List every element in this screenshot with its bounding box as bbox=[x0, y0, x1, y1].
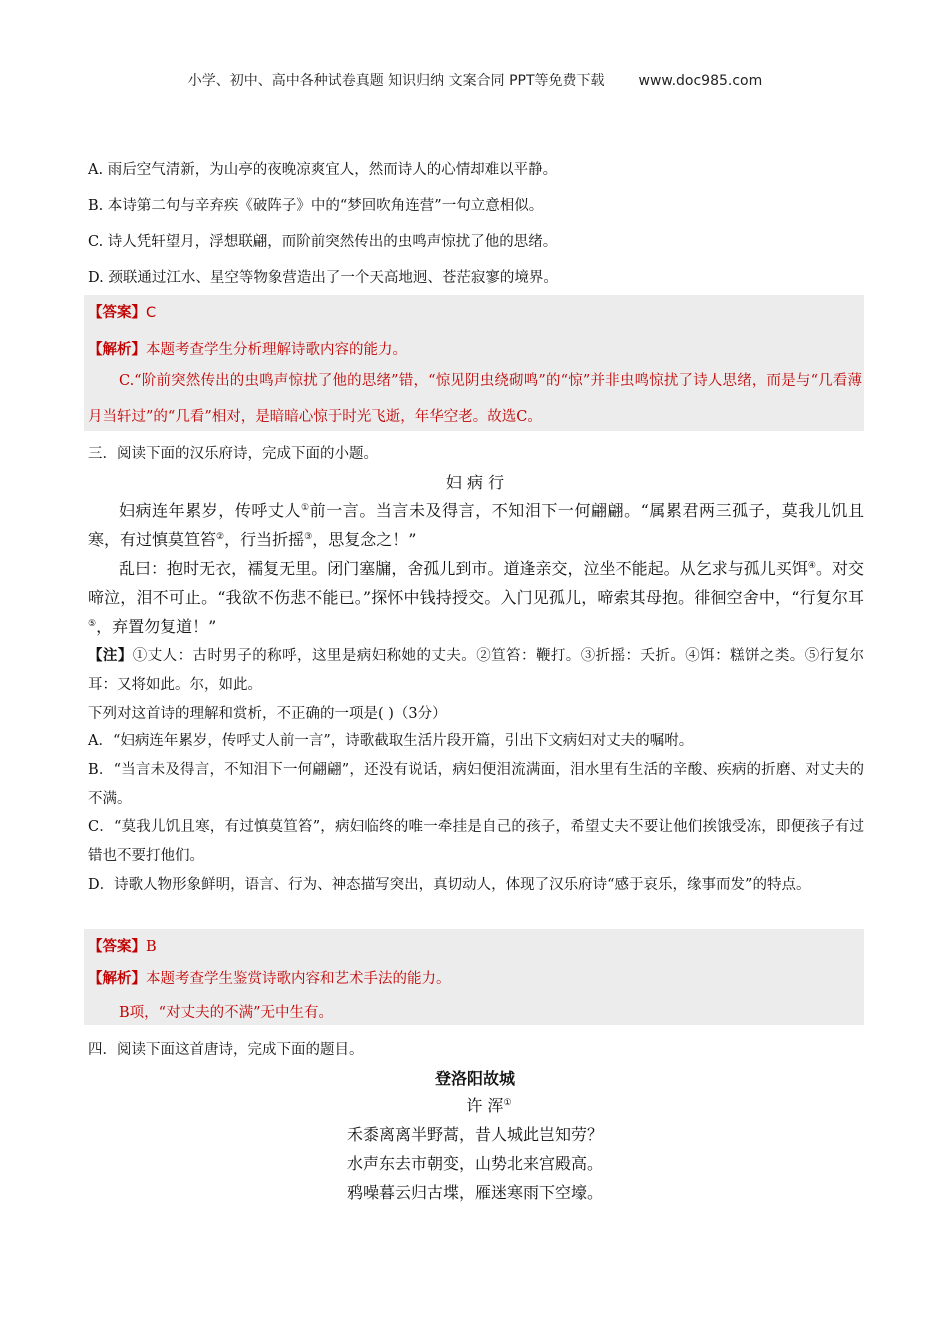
q4-poem-line-2: 水声东去市朝变，山势北来宫殿高。 bbox=[346, 1154, 603, 1173]
q3-question: 下列对这首诗的理解和赏析，不正确的一项是( )（3分） bbox=[88, 706, 447, 722]
q3-notes bbox=[88, 641, 864, 700]
poem-text: 。对交啼泣，泪不可止。“我欲不伤悲不能已。”探怀中钱持授交。入门见孤儿，啼索其母抱。徘徊空舍中，“行复尔耳 bbox=[88, 559, 864, 607]
answer-value: B bbox=[146, 939, 157, 955]
footnote-mark: ② bbox=[216, 532, 225, 542]
q4-heading: 四．阅读下面这首唐诗，完成下面的题目。 bbox=[88, 1042, 364, 1058]
poem-text: 妇病连年累岁，传呼丈人 bbox=[119, 501, 302, 520]
q2-analysis-detail: C.“阶前突然传出的虫鸣声惊扰了他的思绪”错，“惊见阴虫绕砌鸣”的“惊”并非虫鸣惊扰了诗人思绪，而是与“几看薄月当轩过”的“几看”相对，是暗暗心惊于时光飞逝，年华空老。故选C。 bbox=[88, 373, 862, 425]
q2-answer bbox=[88, 301, 156, 322]
q2-option-b: B. 本诗第二句与辛弃疾《破阵子》中的“梦回吹角连营”一句立意相似。 bbox=[88, 198, 544, 214]
analysis-tag: 【解析】 bbox=[88, 970, 146, 987]
q3-poem-paragraph-1 bbox=[88, 496, 864, 554]
footnote-mark: ⑤ bbox=[88, 619, 97, 629]
note-text: ①丈人：古时男子的称呼，这里是病妇称她的丈夫。②笪笞：鞭打。③折摇：夭折。④饵：糕饼之类。⑤行复尔耳：又将如此。尔，如此。 bbox=[88, 648, 864, 693]
q3-poem-title: 妇 病 行 bbox=[445, 473, 505, 492]
header-text: 小学、初中、高中各种试卷真题 知识归纳 文案合同 PPT等免费下载 bbox=[187, 73, 605, 89]
poem-text: 乱曰：抱时无衣，襦复无里。闭门塞牖，舍孤儿到市。道逢亲交，泣坐不能起。从乞求与孤儿买饵 bbox=[119, 559, 808, 578]
answer-tag: 【答案】 bbox=[88, 938, 146, 955]
analysis-text: 本题考查学生分析理解诗歌内容的能力。 bbox=[146, 342, 407, 358]
poem-text: ，思复念之！” bbox=[312, 530, 417, 549]
q4-poem-author bbox=[14, 1093, 950, 1116]
q3-option-a: A．“妇病连年累岁，传呼丈人前一言”，诗歌截取生活片段开篇，引出下文病妇对丈夫的嘱咐。 bbox=[88, 733, 694, 749]
q4-poem-title: 登洛阳故城 bbox=[434, 1069, 515, 1088]
analysis-tag: 【解析】 bbox=[88, 341, 146, 358]
q3-analysis-detail: B项，“对丈夫的不满”无中生有。 bbox=[119, 1005, 333, 1021]
q3-analysis bbox=[88, 967, 451, 988]
footnote-mark: ① bbox=[503, 1098, 512, 1108]
q3-answer bbox=[88, 935, 157, 956]
q3-option-b: B．“当言未及得言，不知泪下一何翩翩”，还没有说话，病妇便泪流满面，泪水里有生活的辛酸、疾病的折磨、对丈夫的不满。 bbox=[88, 762, 864, 807]
analysis-text: 本题考查学生鉴赏诗歌内容和艺术手法的能力。 bbox=[146, 971, 451, 987]
q2-option-c: C. 诗人凭轩望月，浮想联翩，而阶前突然传出的虫鸣声惊扰了他的思绪。 bbox=[88, 234, 558, 250]
footnote-mark: ① bbox=[301, 503, 310, 513]
answer-value: C bbox=[146, 305, 157, 321]
q2-answer-box bbox=[84, 295, 864, 431]
author-name: 许 浑 bbox=[466, 1096, 504, 1115]
q4-poem-line-3: 鸦噪暮云归古堞，雁迷寒雨下空壕。 bbox=[346, 1183, 603, 1202]
header-site-link[interactable]: www.doc985.com bbox=[638, 73, 763, 89]
q2-option-a: A. 雨后空气清新，为山亭的夜晚凉爽宜人，然而诗人的心情却难以平静。 bbox=[88, 162, 558, 178]
q3-poem-paragraph-2 bbox=[88, 554, 864, 641]
q3-heading: 三．阅读下面的汉乐府诗，完成下面的小题。 bbox=[88, 446, 378, 462]
q2-option-d: D. 颈联通过江水、星空等物象营造出了一个天高地迥、苍茫寂寥的境界。 bbox=[88, 270, 558, 286]
q2-analysis bbox=[88, 338, 407, 359]
poem-text: 前一言。当言未及得言，不知泪下一何翩翩。“属累君两三孤子，莫我儿饥且寒，有过慎莫笪笞 bbox=[88, 501, 864, 549]
answer-tag: 【答案】 bbox=[88, 304, 146, 321]
poem-text: ，弃置勿复道！” bbox=[96, 617, 217, 636]
footnote-mark: ④ bbox=[807, 561, 816, 571]
page-header bbox=[0, 70, 950, 90]
q4-poem-line-1: 禾黍离离半野蒿，昔人城此岂知劳？ bbox=[346, 1125, 603, 1144]
q3-answer-box bbox=[84, 929, 864, 1025]
q3-option-c: C．“莫我儿饥且寒，有过慎莫笪笞”，病妇临终的唯一牵挂是自己的孩子，希望丈夫不要让他们挨饿受冻，即便孩子有过错也不要打他们。 bbox=[88, 819, 864, 864]
q3-option-d: D．诗歌人物形象鲜明，语言、行为、神态描写突出，真切动人，体现了汉乐府诗“感于哀乐，缘事而发”的特点。 bbox=[88, 877, 811, 893]
footnote-mark: ③ bbox=[304, 532, 313, 542]
note-tag: 【注】 bbox=[88, 647, 133, 664]
poem-text: ，行当折摇 bbox=[224, 530, 305, 549]
